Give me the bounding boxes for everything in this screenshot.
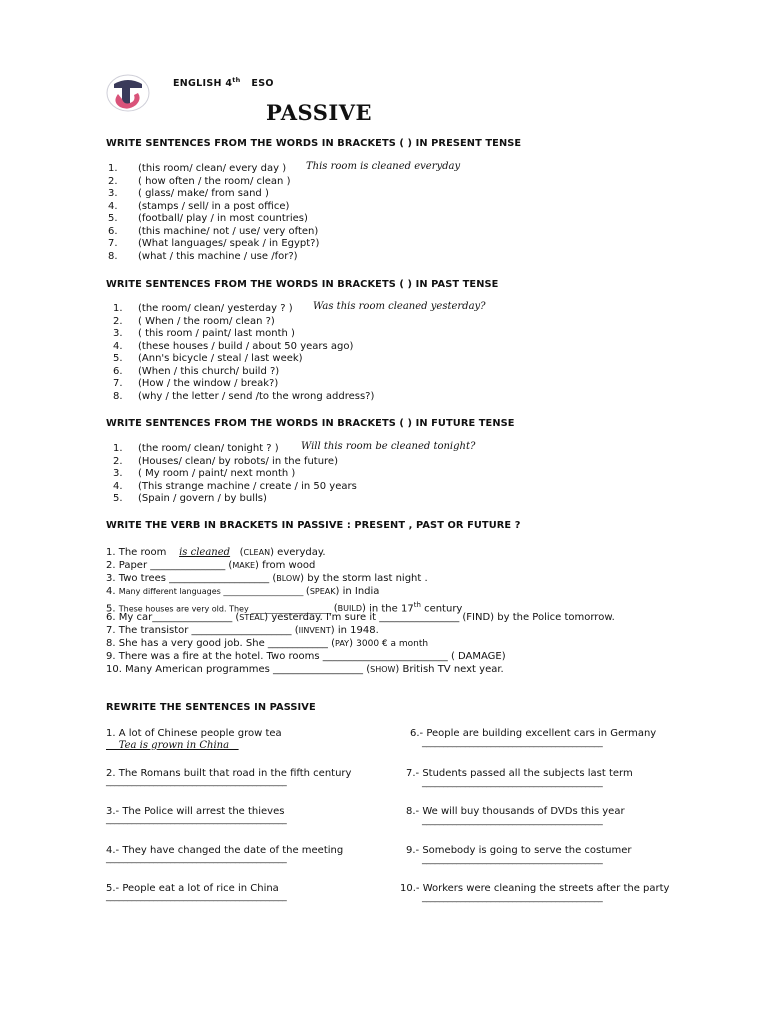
rewrite-prompt: 5.- People eat a lot of rice in China <box>106 883 279 894</box>
item-prompt: (the room/ clean/ yesterday ? ) <box>138 303 293 314</box>
sentence-start: There was a fire at the hotel. Two rooms _________________________ <box>118 651 451 662</box>
verb-hint: (SHOW) <box>366 664 403 675</box>
sentence-start: She has a very good job. She ____________ <box>118 638 332 649</box>
item-number: 1. <box>106 547 119 558</box>
handwritten-answer: Tea is grown in China <box>106 740 239 751</box>
sentence-start: These houses are very old. They ____________________ <box>118 604 334 614</box>
section-heading-rewrite: REWRITE THE SENTENCES IN PASSIVE <box>106 702 316 713</box>
item-number: 4. <box>108 200 118 212</box>
item-prompt: (the room/ clean/ tonight ? ) <box>138 443 279 454</box>
item-number: 8. <box>108 250 118 262</box>
sentence-end: British TV next year. <box>402 664 504 675</box>
section-heading-future: WRITE SENTENCES FROM THE WORDS IN BRACKETS ( ) IN FUTURE TENSE <box>106 418 515 429</box>
rewrite-prompt: 1. A lot of Chinese people grow tea <box>106 728 282 739</box>
section-heading-verb: WRITE THE VERB IN BRACKETS IN PASSIVE : PRESENT , PAST OR FUTURE ? <box>106 520 521 531</box>
verb-hint: (BUILD) <box>333 603 370 615</box>
item-number: 2. <box>113 455 123 467</box>
verb: IINVENT <box>298 626 331 635</box>
answer-blank: __________________________________________ <box>106 892 287 902</box>
item-prompt: ( When / the room/ clean ?) <box>138 315 275 327</box>
rewrite-prompt: 8.- We will buy thousands of DVDs this year <box>406 806 625 817</box>
item-number: 5. <box>108 213 118 224</box>
item-number: 3. <box>106 573 119 584</box>
verb: MAKE <box>232 561 256 570</box>
sentence-start: My car________________ <box>118 612 236 623</box>
sentence-end: in the 17 <box>369 603 414 615</box>
item-number: 3. <box>113 328 123 339</box>
answer-blank: __________________________________________ <box>422 816 603 826</box>
item-prompt: (this room/ clean/ every day ) <box>138 163 287 174</box>
item-number: 5. <box>106 603 119 615</box>
verb: SHOW <box>370 665 396 674</box>
item-prompt: (these houses / build / about 50 years ago) <box>138 340 354 352</box>
item-prompt: (When / this church/ build ?) <box>138 365 280 377</box>
item-number: 6. <box>108 225 118 237</box>
answer-blank: __________________________________________ <box>422 855 603 865</box>
item-prompt: (Houses/ clean/ by robots/ in the future) <box>138 455 338 467</box>
rewrite-prompt: 9.- Somebody is going to serve the costumer <box>406 845 632 856</box>
item-number: 2. <box>113 315 123 327</box>
item-prompt: (Spain / govern / by bulls) <box>138 493 267 504</box>
item-number: 4. <box>113 340 123 352</box>
sentence-end: in India <box>342 586 380 597</box>
answer-blank: __________________________________________ <box>422 738 603 748</box>
handwritten-answer: is cleaned <box>179 547 231 558</box>
item-number: 4. <box>106 586 119 597</box>
item-number: 7. <box>113 378 123 389</box>
sentence-end: everyday. <box>277 547 326 558</box>
verb-hint: (BLOW) <box>272 573 308 584</box>
item-prompt: ( how often / the room/ clean ) <box>138 175 291 187</box>
handwritten-answer: This room is cleaned everyday <box>306 161 461 172</box>
verb: CLEAN <box>243 548 271 557</box>
verb: STEAL <box>239 613 265 622</box>
handwritten-answer: Was this room cleaned yesterday? <box>313 301 486 312</box>
course-header: ENGLISH 4th ESO <box>173 76 274 90</box>
item-prompt: (Ann's bicycle / steal / last week) <box>138 353 303 364</box>
verb-hint: (CLEAN) <box>239 547 278 558</box>
item-prompt: (why / the letter / send /to the wrong address?) <box>138 390 375 402</box>
item-number: 10. <box>106 664 126 675</box>
answer-blank: __________________________________________ <box>422 893 603 903</box>
item-prompt: ( My room / paint/ next month ) <box>138 468 296 479</box>
rewrite-prompt: 6.- People are building excellent cars in Germany <box>410 728 657 739</box>
item-number: 1. <box>113 443 123 454</box>
item-number: 2. <box>106 560 119 571</box>
item-number: 6. <box>106 612 119 623</box>
item-number: 3. <box>108 188 118 199</box>
rewrite-prompt: 10.- Workers were cleaning the streets after the party <box>400 883 670 894</box>
item-number: 8. <box>113 390 123 402</box>
answer-blank: __________________________________________ <box>106 777 287 787</box>
sentence-start: Two trees ____________________ <box>118 573 273 584</box>
sentence-end: 3000 € a month <box>356 639 429 649</box>
item-number: 8. <box>106 638 119 649</box>
verb-hint: (IINVENT) <box>294 625 338 636</box>
item-number: 6. <box>113 365 123 377</box>
sentence-end: from wood <box>262 560 316 571</box>
sentence-start: Many American programmes __________________ <box>125 664 367 675</box>
item-prompt: (This strange machine / create / in 50 years <box>138 480 357 492</box>
item-prompt: (How / the window / break?) <box>138 378 279 389</box>
item-prompt: ( glass/ make/ from sand ) <box>138 188 269 199</box>
sentence-end: century <box>420 603 463 615</box>
item-number: 3. <box>113 468 123 479</box>
item-number: 9. <box>106 651 119 662</box>
verb-hint: (SPEAK) <box>305 586 343 597</box>
item-number: 7. <box>108 238 118 249</box>
sentence-start: Many different languages ____________________ <box>118 587 306 596</box>
item-prompt: (football/ play / in most countries) <box>138 213 308 224</box>
sentence-start: Paper _______________ <box>118 560 229 571</box>
sentence-end: by the storm last night . <box>307 573 428 584</box>
verb-hint: (MAKE) <box>228 560 263 571</box>
rewrite-prompt: 3.- The Police will arrest the thieves <box>106 806 285 817</box>
item-prompt: (what / this machine / use /for?) <box>138 250 298 262</box>
sentence-end: in 1948. <box>337 625 379 636</box>
item-number: 7. <box>106 625 119 636</box>
item-number: 1. <box>108 163 118 174</box>
verb: BUILD <box>337 604 362 614</box>
sentence-end: (FIND) by the Police tomorrow. <box>459 612 615 623</box>
sentence-end: yesterday. I'm sure it ________________ <box>271 612 460 623</box>
section-heading-present: WRITE SENTENCES FROM THE WORDS IN BRACKETS ( ) IN PRESENT TENSE <box>106 138 522 149</box>
item-number: 4. <box>113 480 123 492</box>
sentence-end: ( DAMAGE) <box>450 651 506 662</box>
item-number: 5. <box>113 353 123 364</box>
verb: PAY <box>335 639 350 648</box>
answer-blank: __________________________________________ <box>422 778 603 788</box>
rewrite-prompt: 4.- They have changed the date of the meeting <box>106 845 344 856</box>
rewrite-prompt: 2. The Romans built that road in the fifth century <box>106 768 352 779</box>
superscript: th <box>413 601 421 609</box>
section-heading-past: WRITE SENTENCES FROM THE WORDS IN BRACKETS ( ) IN PAST TENSE <box>106 279 499 290</box>
rewrite-prompt: 7.- Students passed all the subjects last term <box>406 768 633 779</box>
verb: SPEAK <box>309 587 336 596</box>
sentence-start: The room <box>118 547 170 558</box>
item-prompt: ( this room / paint/ last month ) <box>138 328 295 339</box>
verb: BLOW <box>276 574 301 583</box>
handwritten-answer: Will this room be cleaned tonight? <box>301 441 476 452</box>
item-prompt: (stamps / sell/ in a post office) <box>138 200 290 212</box>
page-title: PASSIVE <box>266 100 373 125</box>
answer-blank: __________________________________________ <box>106 854 287 864</box>
verb-hint: (PAY) <box>331 638 357 649</box>
item-prompt: (this machine/ not / use/ very often) <box>138 225 319 237</box>
verb-hint: (STEAL) <box>235 612 272 623</box>
item-number: 5. <box>113 493 123 504</box>
item-number: 2. <box>108 175 118 187</box>
item-number: 1. <box>113 303 123 314</box>
answer-blank: __________________________________________ <box>106 815 287 825</box>
sentence-start: The transistor ____________________ <box>118 625 295 636</box>
item-prompt: (What languages/ speak / in Egypt?) <box>138 238 320 249</box>
